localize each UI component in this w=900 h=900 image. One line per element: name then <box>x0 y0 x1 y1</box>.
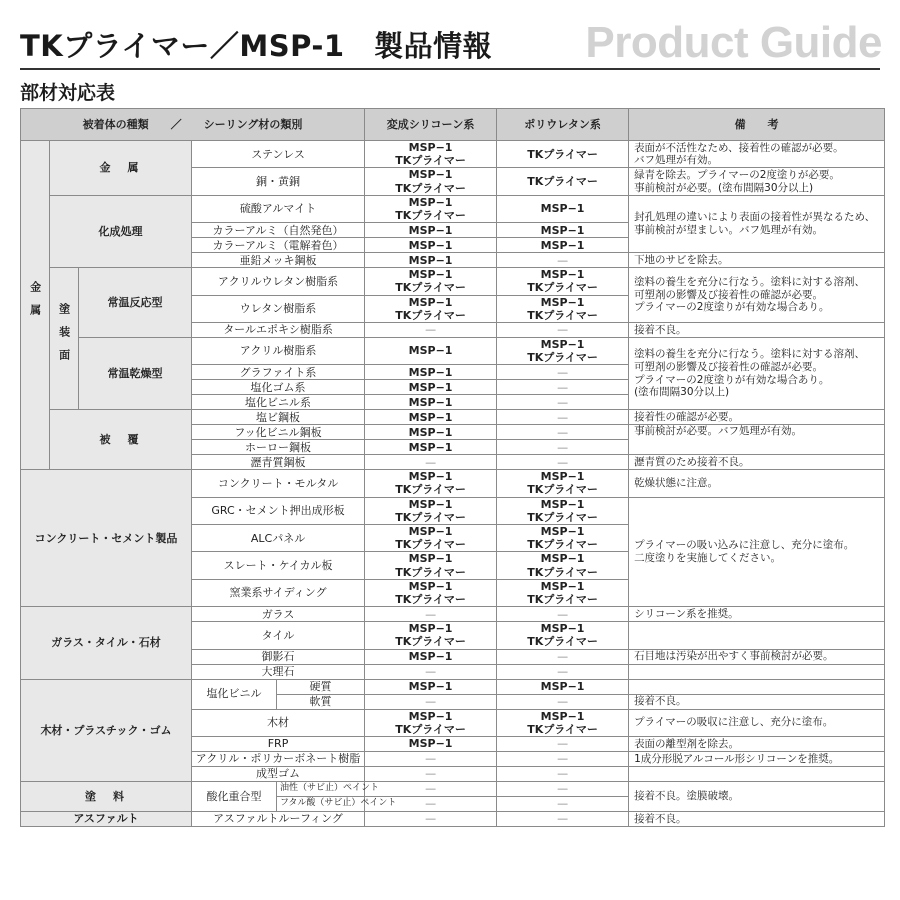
cell-urethane: — <box>497 455 629 470</box>
material-name: ALCパネル <box>192 525 365 552</box>
material-name: 窯業系サイディング <box>192 579 365 606</box>
header-remarks: 備 考 <box>629 109 885 141</box>
cell-silicone: MSP−1 TKプライマー <box>365 525 497 552</box>
material-name: 大理石 <box>192 664 365 679</box>
cell-note: 塗料の養生を充分に行なう。塗料に対する溶剤、 可塑剤の影響及び接着性の確認が必要。 プライマーの2度塗りが有効な場合あり。 (塗布間隔30分以上) <box>629 337 885 409</box>
cell-urethane: — <box>497 607 629 622</box>
cell-urethane: MSP−1 <box>497 195 629 222</box>
material-name: アクリル・ポリカーボネート樹脂 <box>192 751 365 766</box>
cell-note: 下地のサビを除去。 <box>629 253 885 268</box>
material-name: 塩化ビニル系 <box>192 395 365 410</box>
cell-urethane: — <box>497 380 629 395</box>
cell-note: 表面の離型剤を除去。 <box>629 736 885 751</box>
group-paint: 塗 料 <box>21 781 192 811</box>
material-name: ホーロー鋼板 <box>192 440 365 455</box>
material-name: 油性（サビ止）ペイント <box>277 781 365 796</box>
cell-urethane: — <box>497 440 629 455</box>
group-glass-tile-stone: ガラス・タイル・石材 <box>21 607 192 679</box>
cell-note: 石目地は汚染が出やすく事前検討が必要。 <box>629 649 885 664</box>
table-row <box>21 410 885 425</box>
cell-urethane: — <box>497 425 629 440</box>
material-name: ステンレス <box>192 141 365 168</box>
material-name: アスファルトルーフィング <box>192 811 365 826</box>
cell-note: 接着不良。 <box>629 694 885 709</box>
group-concrete: コンクリート・セメント製品 <box>21 470 192 607</box>
material-name: タールエポキシ樹脂系 <box>192 322 365 337</box>
cell-note: 塗料の養生を充分に行なう。塗料に対する溶剤、 可塑剤の影響及び接着性の確認が必要。 プライマーの2度塗りが有効な場合あり。 <box>629 268 885 323</box>
material-name: 軟質 <box>277 694 365 709</box>
material-name: 硬質 <box>277 679 365 694</box>
cell-silicone: MSP−1 <box>365 337 497 364</box>
group-painted-surface-vertical: 塗装面 <box>50 268 79 410</box>
material-name: 成型ゴム <box>192 766 365 781</box>
group-coated: 被 覆 <box>50 410 192 470</box>
cell-silicone: — <box>365 607 497 622</box>
cell-urethane: MSP−1 TKプライマー <box>497 579 629 606</box>
material-name: コンクリート・モルタル <box>192 470 365 497</box>
cell-note: 接着不良。 <box>629 811 885 826</box>
cell-urethane: MSP−1 TKプライマー <box>497 709 629 736</box>
header-category: 被着体の種類 ／ シーリング材の類別 <box>21 109 365 141</box>
cell-silicone: — <box>365 455 497 470</box>
cell-silicone: — <box>365 766 497 781</box>
cell-urethane: TKプライマー <box>497 141 629 168</box>
cell-urethane: — <box>497 649 629 664</box>
cell-silicone: MSP−1 TKプライマー <box>365 168 497 195</box>
cell-silicone: MSP−1 <box>365 395 497 410</box>
cell-silicone: MSP−1 <box>365 440 497 455</box>
material-name: アクリル樹脂系 <box>192 337 365 364</box>
material-compatibility-table <box>20 108 885 827</box>
cell-silicone: MSP−1 TKプライマー <box>365 470 497 497</box>
header-polyurethane: ポリウレタン系 <box>497 109 629 141</box>
cell-note: 乾燥状態に注意。 <box>629 470 885 497</box>
cell-urethane: — <box>497 796 629 811</box>
material-name: 亜鉛メッキ鋼板 <box>192 253 365 268</box>
cell-note: 接着性の確認が必要。 <box>629 410 885 425</box>
cell-note <box>629 679 885 694</box>
cell-urethane: — <box>497 410 629 425</box>
cell-urethane: MSP−1 TKプライマー <box>497 295 629 322</box>
group-asphalt: アスファルト <box>21 811 192 826</box>
title-rule <box>20 68 880 70</box>
cell-note: 緑青を除去。プライマーの2度塗りが必要。 事前検討が必要。(塗布間隔30分以上) <box>629 168 885 195</box>
cell-note: 事前検討が必要。バフ処理が有効。 <box>629 425 885 455</box>
cell-note <box>629 766 885 781</box>
cell-note: 接着不良。塗膜破壊。 <box>629 781 885 811</box>
group-room-temp-drying: 常温乾燥型 <box>79 337 192 409</box>
table-row <box>21 679 885 694</box>
cell-silicone: MSP−1 TKプライマー <box>365 141 497 168</box>
cell-silicone: MSP−1 <box>365 380 497 395</box>
group-room-temp-reactive: 常温反応型 <box>79 268 192 338</box>
material-name: GRC・セメント押出成形板 <box>192 497 365 524</box>
material-name: ガラス <box>192 607 365 622</box>
cell-silicone: — <box>365 694 497 709</box>
cell-silicone: MSP−1 <box>365 238 497 253</box>
cell-note: 1成分形脱アルコール形シリコーンを推奨。 <box>629 751 885 766</box>
material-name: ウレタン樹脂系 <box>192 295 365 322</box>
cell-note: 表面が不活性なため、接着性の確認が必要。 バフ処理が有効。 <box>629 141 885 168</box>
cell-note <box>629 664 885 679</box>
cell-silicone: MSP−1 <box>365 223 497 238</box>
cell-silicone: — <box>365 811 497 826</box>
cell-note <box>629 622 885 649</box>
cell-urethane: — <box>497 781 629 796</box>
material-name: アクリルウレタン樹脂系 <box>192 268 365 295</box>
material-name: 銅・黄銅 <box>192 168 365 195</box>
cell-urethane: MSP−1 TKプライマー <box>497 337 629 364</box>
cell-urethane: MSP−1 TKプライマー <box>497 552 629 579</box>
cell-urethane: MSP−1 TKプライマー <box>497 525 629 552</box>
cell-urethane: TKプライマー <box>497 168 629 195</box>
cell-silicone: MSP−1 TKプライマー <box>365 268 497 295</box>
cell-silicone: MSP−1 <box>365 736 497 751</box>
material-name: 木材 <box>192 709 365 736</box>
group-chemical-treatment: 化成処理 <box>50 195 192 267</box>
material-name: 硫酸アルマイト <box>192 195 365 222</box>
table-row <box>21 607 885 622</box>
material-name: スレート・ケイカル板 <box>192 552 365 579</box>
material-name: 塩ビ鋼板 <box>192 410 365 425</box>
material-name: フッ化ビニル鋼板 <box>192 425 365 440</box>
cell-note: シリコーン系を推奨。 <box>629 607 885 622</box>
cell-silicone: MSP−1 <box>365 410 497 425</box>
cell-note: 封孔処理の違いにより表面の接着性が異なるため、 事前検討が望ましい。バフ処理が有効。 <box>629 195 885 252</box>
product-guide-watermark: Product Guide <box>585 18 882 67</box>
cell-urethane: MSP−1 <box>497 679 629 694</box>
cell-note: 瀝青質のため接着不良。 <box>629 455 885 470</box>
cell-urethane: MSP−1 <box>497 223 629 238</box>
cell-silicone: MSP−1 <box>365 365 497 380</box>
cell-silicone: MSP−1 <box>365 649 497 664</box>
cell-urethane: — <box>497 766 629 781</box>
cell-urethane: — <box>497 694 629 709</box>
cell-silicone: — <box>365 781 497 796</box>
cell-urethane: — <box>497 736 629 751</box>
cell-silicone: MSP−1 TKプライマー <box>365 622 497 649</box>
cell-note: プライマーの吸収に注意し、充分に塗布。 <box>629 709 885 736</box>
table-row <box>21 141 885 168</box>
cell-silicone: — <box>365 322 497 337</box>
cell-urethane: MSP−1 TKプライマー <box>497 268 629 295</box>
cell-urethane: — <box>497 664 629 679</box>
cell-note: 接着不良。 <box>629 322 885 337</box>
cell-note: プライマーの吸い込みに注意し、充分に塗布。 二度塗りを実施してください。 <box>629 497 885 607</box>
material-name: タイル <box>192 622 365 649</box>
cell-urethane: — <box>497 253 629 268</box>
cell-silicone: MSP−1 TKプライマー <box>365 709 497 736</box>
cell-urethane: — <box>497 811 629 826</box>
material-name: FRP <box>192 736 365 751</box>
cell-silicone: MSP−1 TKプライマー <box>365 497 497 524</box>
table-row <box>21 811 885 826</box>
cell-silicone: — <box>365 751 497 766</box>
cell-silicone: MSP−1 TKプライマー <box>365 295 497 322</box>
header-modified-silicone: 変成シリコーン系 <box>365 109 497 141</box>
cell-silicone: MSP−1 <box>365 425 497 440</box>
material-name: 御影石 <box>192 649 365 664</box>
cell-urethane: — <box>497 365 629 380</box>
table-header-row <box>21 109 885 141</box>
cell-silicone: MSP−1 TKプライマー <box>365 552 497 579</box>
table-row <box>21 781 885 796</box>
cell-silicone: MSP−1 TKプライマー <box>365 579 497 606</box>
material-name: グラファイト系 <box>192 365 365 380</box>
subgroup-pvc: 塩化ビニル <box>192 679 277 709</box>
subgroup-oxidation: 酸化重合型 <box>192 781 277 811</box>
section-title: 部材対応表 <box>20 82 116 104</box>
cell-urethane: — <box>497 751 629 766</box>
page-title: TKプライマー／MSP-1 製品情報 <box>20 29 493 63</box>
cell-urethane: MSP−1 <box>497 238 629 253</box>
cell-silicone: MSP−1 <box>365 253 497 268</box>
cell-silicone: MSP−1 TKプライマー <box>365 195 497 222</box>
cell-silicone: MSP−1 <box>365 679 497 694</box>
cell-urethane: MSP−1 TKプライマー <box>497 622 629 649</box>
cell-urethane: MSP−1 TKプライマー <box>497 470 629 497</box>
cell-urethane: — <box>497 395 629 410</box>
cell-urethane: — <box>497 322 629 337</box>
material-name: フタル酸（サビ止）ペイント <box>277 796 365 811</box>
cell-silicone: — <box>365 664 497 679</box>
material-name: 瀝青質鋼板 <box>192 455 365 470</box>
group-wood-plastic-rubber: 木材・プラスチック・ゴム <box>21 679 192 781</box>
material-name: カラーアルミ（電解着色） <box>192 238 365 253</box>
material-name: 塩化ゴム系 <box>192 380 365 395</box>
group-metal-vertical: 金属 <box>21 141 50 470</box>
cell-silicone: — <box>365 796 497 811</box>
cell-urethane: MSP−1 TKプライマー <box>497 497 629 524</box>
group-metal: 金 属 <box>50 141 192 196</box>
material-name: カラーアルミ（自然発色） <box>192 223 365 238</box>
